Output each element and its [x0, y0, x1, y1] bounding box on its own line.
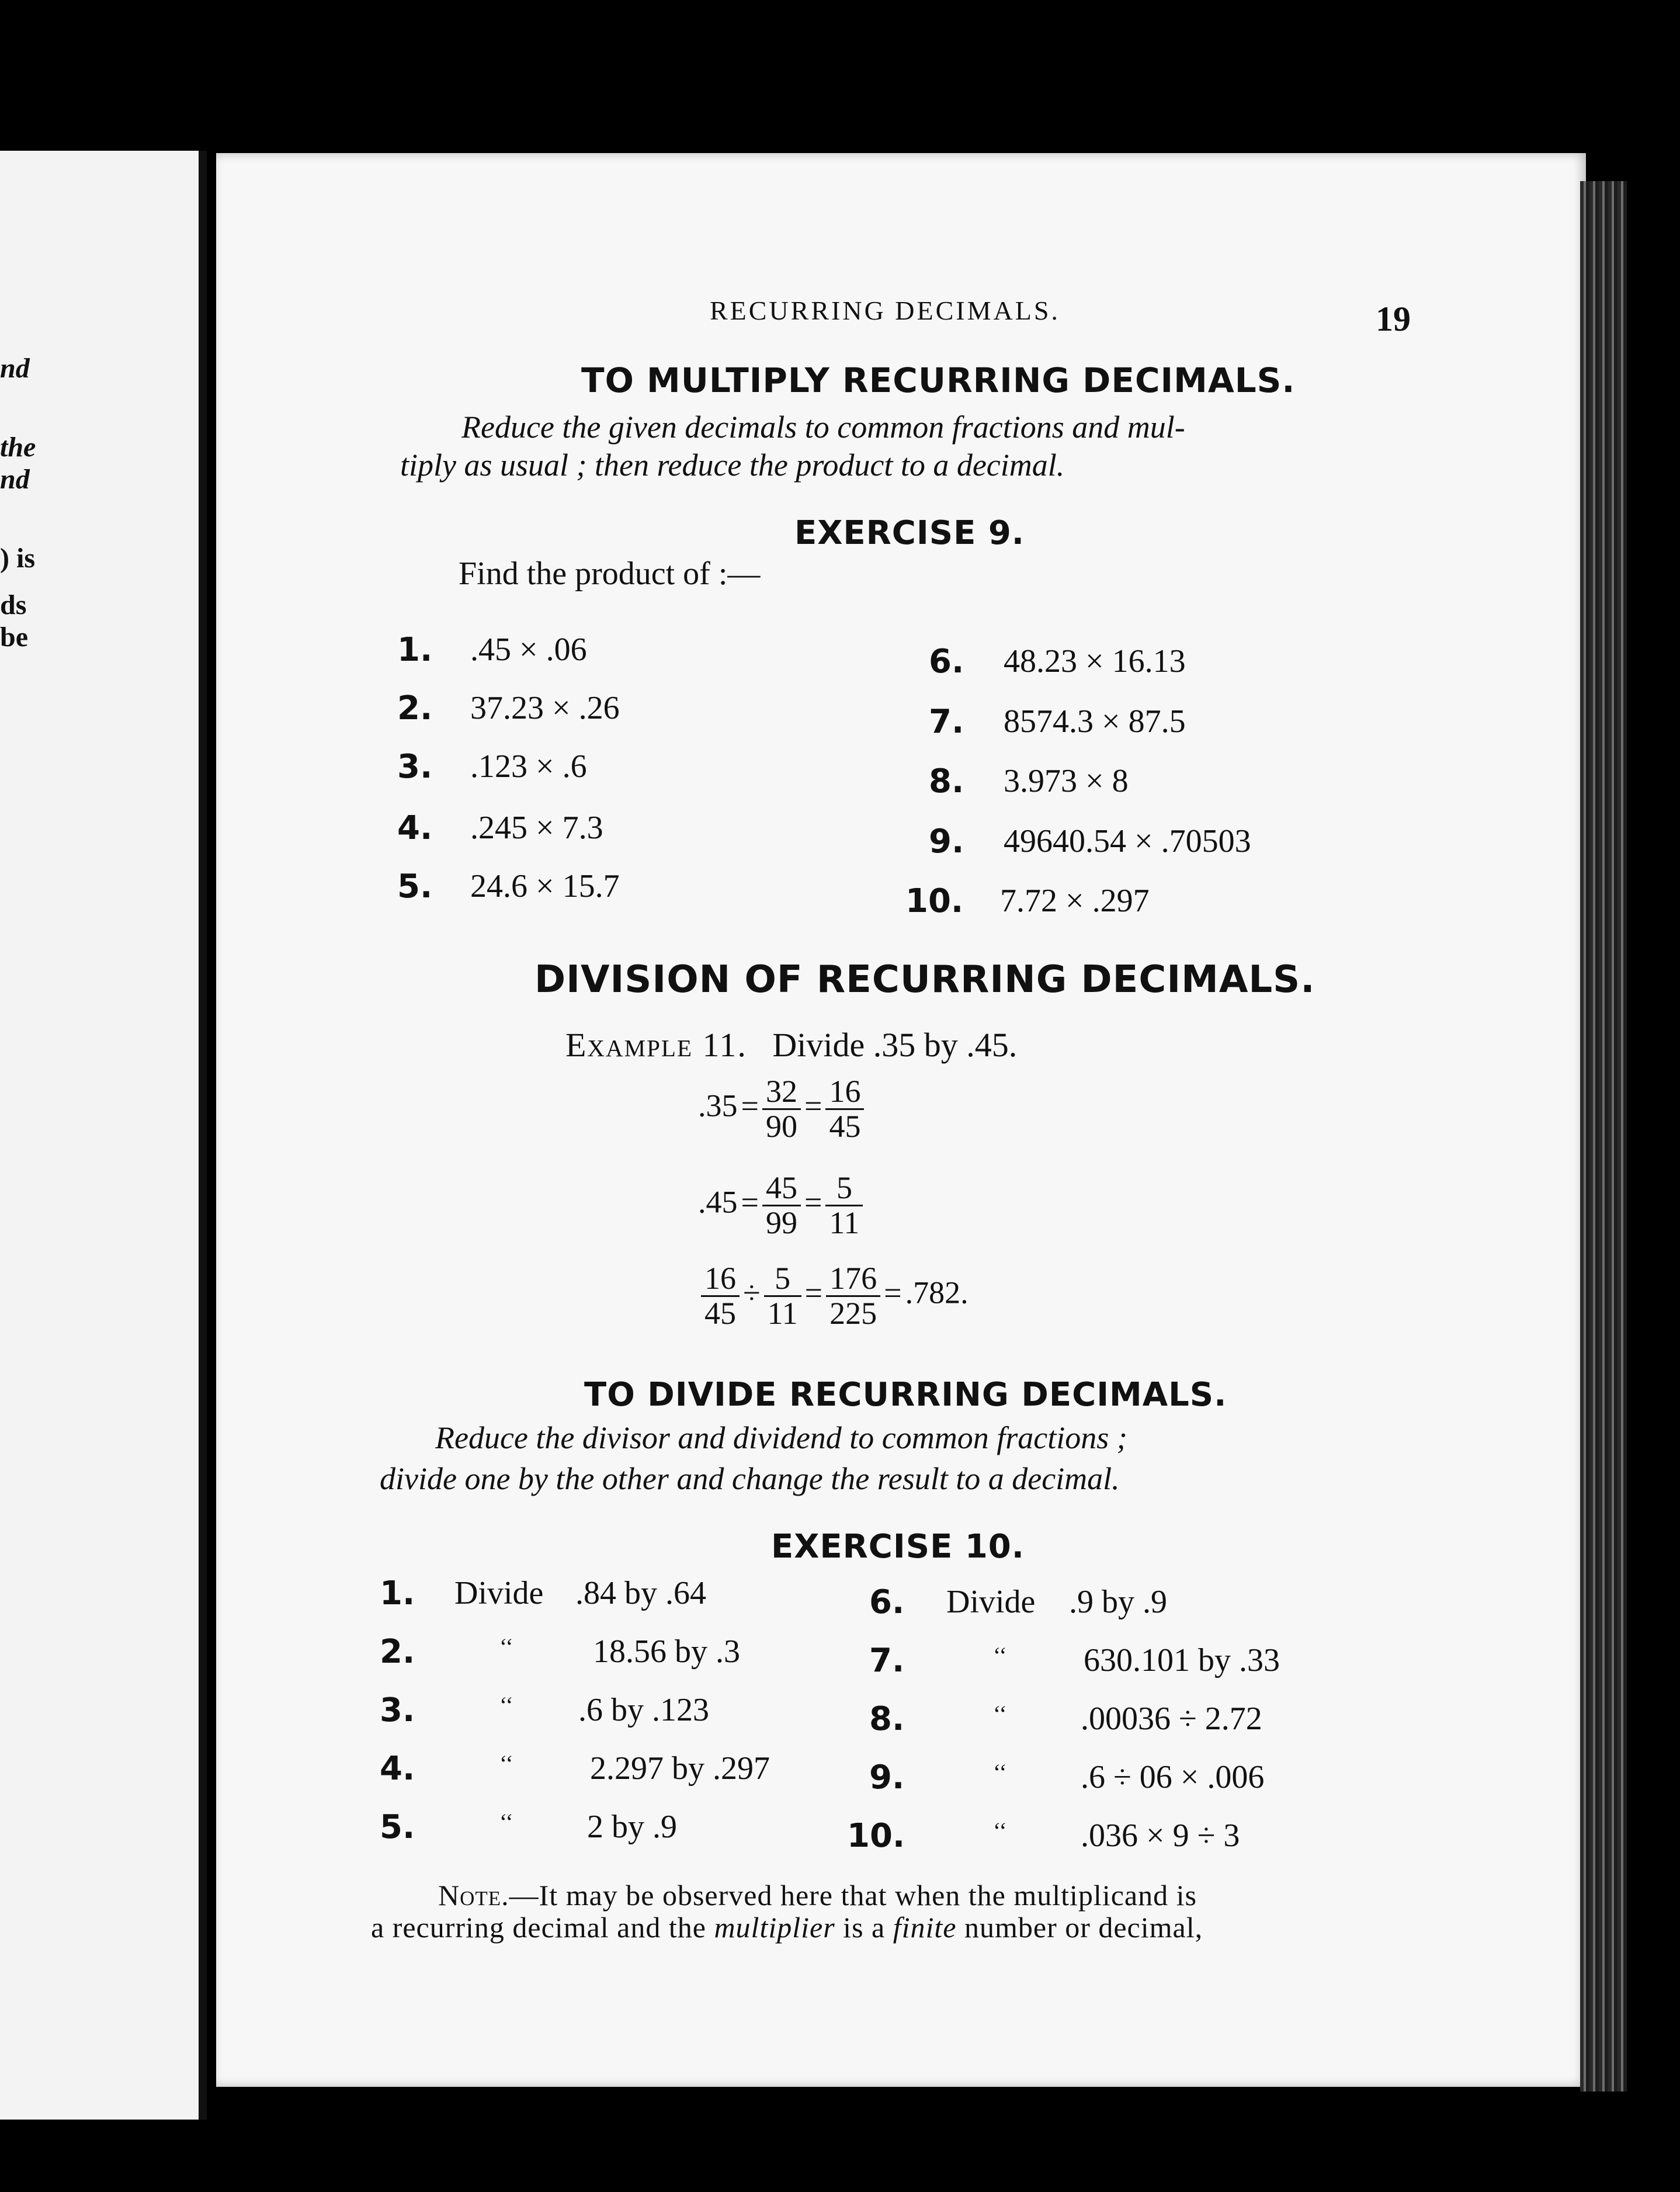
exercise-9-instruction: Find the product of :— — [459, 556, 761, 592]
exercise-10-expression: .9 by .9 — [1069, 1584, 1167, 1620]
ditto-mark: ‘‘ — [499, 1633, 513, 1660]
page-edges — [1580, 181, 1627, 2092]
numerator: 32 — [762, 1075, 801, 1110]
example-11 — [565, 1025, 1017, 1064]
numerator: 5 — [764, 1262, 801, 1297]
fraction — [762, 1075, 801, 1143]
fraction — [826, 1262, 880, 1330]
exercise-10-number: 3. — [380, 1691, 415, 1729]
exercise-10-expression: .84 by .64 — [575, 1575, 706, 1611]
equation-1: .35 = $\frac{32}{90}$ = $\frac{16}{45}$ — [698, 1075, 864, 1143]
note-text: —It may be observed here that when the multiplicand is — [509, 1879, 1197, 1912]
ditto-mark: ‘‘ — [499, 1809, 513, 1835]
exercise-9-heading: EXERCISE 9. — [794, 514, 1025, 552]
note-text: a recurring decimal and the — [371, 1911, 714, 1944]
exercise-9-expression: 49640.54 × .70503 — [1004, 823, 1251, 859]
numerator: 16 — [701, 1262, 740, 1297]
denominator: 11 — [829, 1205, 860, 1240]
facing-page-fragment: the — [0, 432, 36, 463]
exercise-9-number: 3. — [397, 748, 433, 786]
fraction — [701, 1262, 740, 1330]
denominator: 11 — [767, 1295, 798, 1331]
exercise-10-number: 7. — [869, 1642, 905, 1680]
example-text: Divide .35 by .45. — [772, 1026, 1018, 1064]
exercise-10-expression: 2 by .9 — [587, 1809, 677, 1845]
exercise-9-expression: .245 × 7.3 — [470, 810, 603, 846]
divide-rule-line-2: divide one by the other and change the result to a decimal. — [380, 1461, 1120, 1496]
ditto-mark: ‘‘ — [993, 1701, 1007, 1727]
equation-2: .45 = $\frac{45}{99}$ = $\frac{5}{11}$ — [698, 1171, 863, 1239]
equation-term: .35 — [698, 1088, 738, 1123]
exercise-10-expression: 2.297 by .297 — [590, 1750, 770, 1787]
denominator: 45 — [704, 1295, 736, 1331]
exercise-10-number: 6. — [869, 1583, 905, 1621]
exercise-9-number: 9. — [929, 823, 964, 861]
exercise-9-expression: 8574.3 × 87.5 — [1004, 703, 1186, 740]
exercise-9-number: 4. — [397, 809, 433, 847]
ditto-mark: ‘‘ — [993, 1818, 1007, 1844]
multiply-heading: TO MULTIPLY RECURRING DECIMALS. — [581, 360, 1296, 400]
exercise-9-number: 7. — [929, 703, 964, 741]
facing-page-fragment: nd — [0, 464, 30, 495]
denominator: 99 — [765, 1205, 797, 1240]
exercise-10-number: 8. — [869, 1700, 905, 1738]
fraction — [762, 1171, 801, 1239]
denominator: 90 — [765, 1108, 797, 1144]
fraction — [825, 1075, 864, 1143]
running-title: RECURRING DECIMALS. — [710, 296, 1060, 325]
fraction — [764, 1262, 801, 1330]
exercise-10-expression: 630.101 by .33 — [1084, 1642, 1280, 1678]
facing-page-fragment: ) is — [0, 543, 35, 574]
page-number: 19 — [1376, 300, 1411, 338]
fraction — [825, 1171, 863, 1239]
equation-term: .45 — [698, 1184, 738, 1220]
divide-rule-line-1: Reduce the divisor and dividend to common fractions ; — [435, 1420, 1127, 1455]
ditto-mark: ‘‘ — [499, 1692, 513, 1718]
exercise-10-expression: .6 by .123 — [578, 1692, 709, 1728]
exercise-9-expression: 7.72 × .297 — [1000, 883, 1150, 919]
exercise-10-heading: EXERCISE 10. — [771, 1528, 1025, 1566]
exercise-9-number: 2. — [397, 689, 433, 727]
exercise-10-expression: .6 ÷ 06 × .006 — [1081, 1759, 1265, 1795]
exercise-10-expression: .00036 ÷ 2.72 — [1081, 1701, 1262, 1737]
exercise-9-expression: 37.23 × .26 — [470, 690, 620, 726]
facing-page-fragment: nd — [0, 353, 30, 384]
exercise-9-number: 1. — [397, 631, 433, 669]
note-line-2 — [371, 1910, 1203, 1944]
exercise-10-expression: .036 × 9 ÷ 3 — [1081, 1818, 1240, 1854]
exercise-9-expression: 48.23 × 16.13 — [1004, 643, 1186, 679]
numerator: 5 — [825, 1171, 863, 1206]
note-line-1 — [438, 1878, 1197, 1912]
exercise-10-expression: 18.56 by .3 — [593, 1633, 740, 1670]
exercise-10-number: 4. — [380, 1750, 415, 1788]
note-text: is a — [835, 1911, 893, 1944]
exercise-9-expression: 3.973 × 8 — [1004, 763, 1129, 799]
exercise-9-number: 8. — [929, 762, 964, 800]
exercise-10-number: 5. — [380, 1808, 415, 1846]
note-emphasis: finite — [893, 1911, 957, 1944]
denominator: 45 — [829, 1108, 861, 1144]
equation-3: $\frac{16}{45}$ ÷ $\frac{5}{11}$ = $\frac{176}{225}$ = .782. — [701, 1262, 969, 1330]
exercise-10-number: 1. — [380, 1574, 415, 1612]
note-text: number or decimal, — [956, 1911, 1203, 1944]
example-label: Example 11. — [565, 1026, 747, 1064]
exercise-9-expression: .123 × .6 — [470, 748, 587, 785]
facing-page-fragment: be — [0, 622, 28, 653]
multiply-rule-line-2: tiply as usual ; then reduce the product to a decimal. — [400, 448, 1065, 483]
numerator: 176 — [826, 1262, 880, 1297]
ditto-mark: ‘‘ — [499, 1750, 513, 1777]
ditto-mark: ‘‘ — [993, 1759, 1007, 1785]
divide-heading: TO DIVIDE RECURRING DECIMALS. — [584, 1376, 1227, 1414]
note-label: Note. — [438, 1879, 509, 1912]
equation-result: .782. — [905, 1275, 969, 1310]
division-heading: DIVISION OF RECURRING DECIMALS. — [534, 958, 1315, 1001]
page-gutter — [199, 151, 207, 2120]
exercise-9-expression: .45 × .06 — [470, 632, 587, 668]
ditto-mark: ‘‘ — [993, 1642, 1007, 1669]
exercise-10-number: 10. — [847, 1817, 905, 1855]
exercise-9-number: 6. — [929, 643, 964, 681]
exercise-10-prefix: Divide — [454, 1575, 544, 1611]
facing-page — [0, 151, 204, 2120]
exercise-9-number: 5. — [397, 868, 433, 906]
note-emphasis: multiplier — [714, 1911, 835, 1944]
multiply-rule-line-1: Reduce the given decimals to common fractions and mul- — [461, 410, 1185, 445]
exercise-10-number: 9. — [869, 1759, 905, 1796]
exercise-9-number: 10. — [905, 882, 964, 920]
exercise-10-number: 2. — [380, 1633, 415, 1671]
exercise-9-expression: 24.6 × 15.7 — [470, 868, 620, 904]
numerator: 16 — [825, 1075, 864, 1110]
denominator: 225 — [829, 1295, 877, 1331]
facing-page-fragment: ds — [0, 589, 27, 620]
numerator: 45 — [762, 1171, 801, 1206]
exercise-10-prefix: Divide — [946, 1584, 1036, 1620]
